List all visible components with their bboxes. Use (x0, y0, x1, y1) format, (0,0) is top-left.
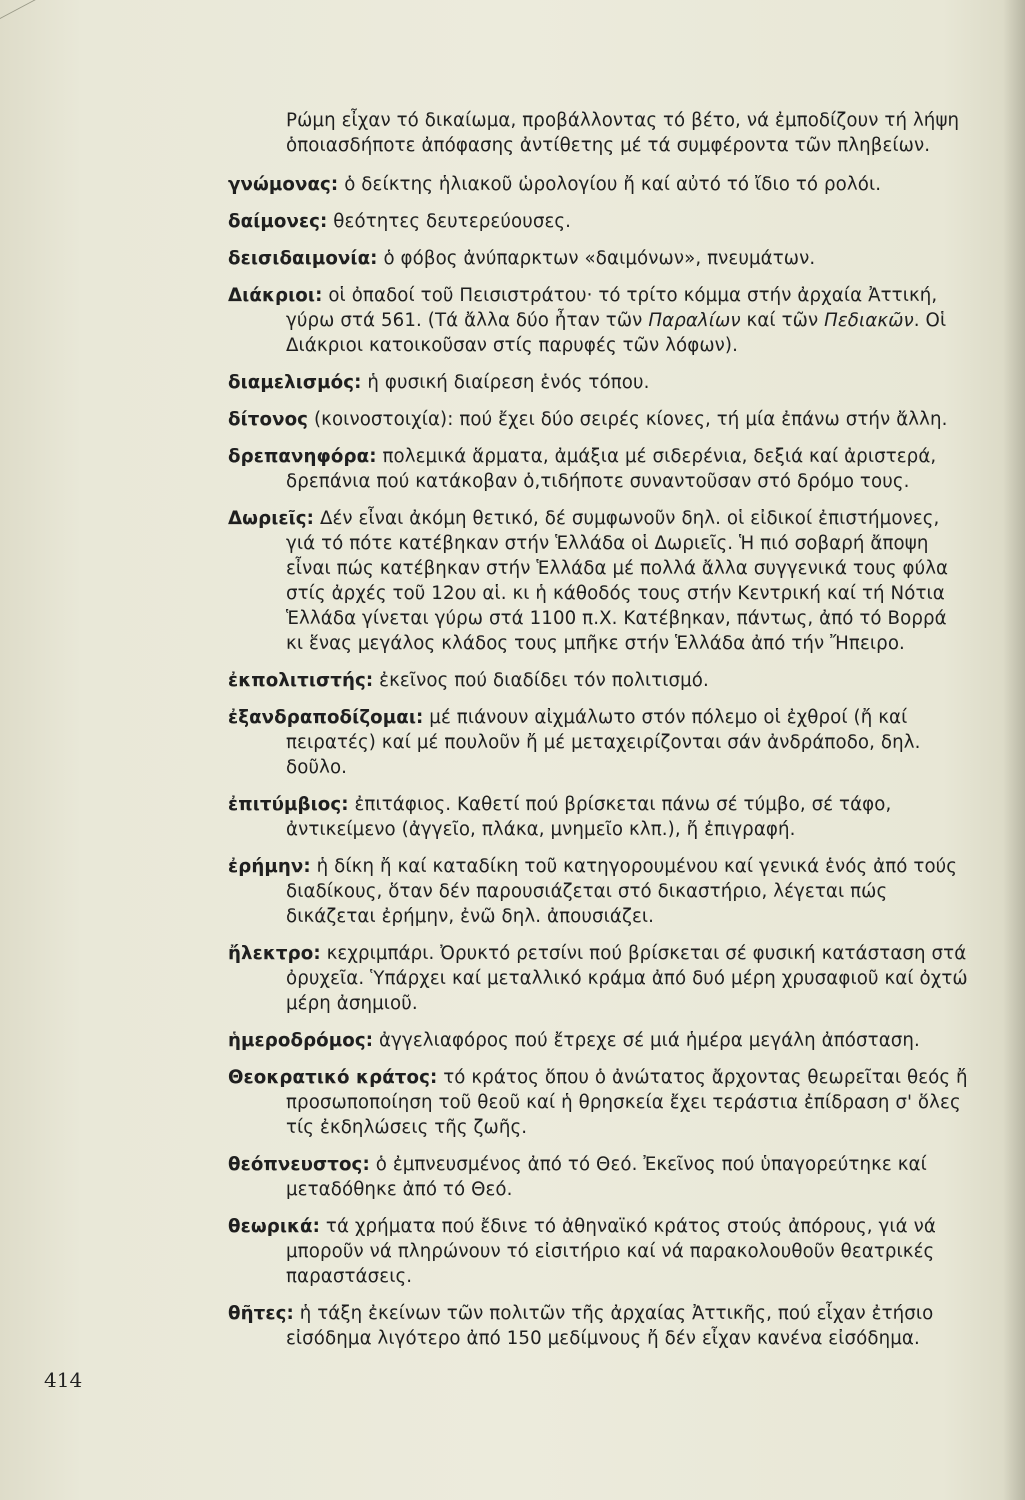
glossary-text (228, 108, 968, 1363)
entry-definition: μέ πιάνουν αἰχμάλωτο στόν πόλεμο οἱ ἐχθροί (ἤ καί πειρατές) καί μέ πουλοῦν ἤ μέ μεταχειρίζονται σάν ἀνδράποδο, δηλ. δοῦλο. (286, 707, 921, 778)
entry-definition: Δέν εἶναι ἀκόμη θετικό, δέ συμφωνοῦν δηλ. οἱ εἰδικοί ἐπιστήμονες, γιά τό πότε κατέβηκαν στήν Ἑλλάδα οἱ Δωριεῖς. Ἡ πιό σοβαρή ἄποψη εἶναι πώς κατέβηκαν στήν Ἑλλάδα μέ πολλά ἄλλα συγγενικά τους φύλα στίς ἀρχές τοῦ 12ου αἱ. κι ἡ κάθοδός τους στήν Κεντρική καί τή Νότια Ἑλλάδα γίνεται γύρω στά 1100 π.Χ. Κατέβηκαν, πάντως, ἀπό τό Βορρά κι ἕνας μεγάλος κλάδος τους μπῆκε στήν Ἑλλάδα ἀπό τήν Ἤπειρο. (286, 508, 949, 654)
glossary-entry (228, 1028, 968, 1053)
glossary-entry (228, 1214, 968, 1289)
glossary-entry (228, 246, 968, 271)
entry-definition: ὁ δείκτης ἡλιακοῦ ὡρολογίου ἤ καί αὐτό τό ἴδιο τό ρολόι. (338, 174, 882, 195)
glossary-entry (228, 705, 968, 780)
glossary-entry (228, 1301, 968, 1351)
corner-fold (0, 0, 40, 19)
entry-definition: τά χρήματα πού ἔδινε τό ἀθηναϊκό κράτος στούς ἀπόρους, γιά νά μποροῦν νά πληρώνουν τό εἰσιτήριο καί νά παρακολουθοῦν θεατρικές παραστάσεις. (286, 1216, 936, 1287)
entry-definition: ἡ δίκη ἤ καί καταδίκη τοῦ κατηγορουμένου καί γενικά ἑνός ἀπό τούς διαδίκους, ὅταν δέν παρουσιάζεται στό δικαστήριο, λέγεται πώς δικάζεται ἐρήμην, ἐνῶ δηλ. ἀπουσιάζει. (286, 856, 958, 927)
glossary-entry (228, 506, 968, 656)
entry-term: Διάκριοι: (228, 285, 323, 306)
entry-definition: θεότητες δευτερεύουσες. (327, 211, 572, 232)
glossary-entry (228, 854, 968, 929)
entry-term: δαίμονες: (228, 211, 328, 232)
entry-definition: . Οἱ Διάκριοι κατοικοῦσαν στίς παρυφές τῶν λόφων). (286, 310, 947, 356)
entry-term: ἤλεκτρο: (228, 943, 321, 964)
entry-term: ἐκπολιτιστής: (228, 670, 374, 691)
entry-definition: ἡ τάξη ἐκείνων τῶν πολιτῶν τῆς ἀρχαίας Ἀττικῆς, πού εἶχαν ἐτήσιο εἰσόδημα λιγότερο ἀπό 150 μεδίμνους ἤ δέν εἶχαν κανένα εἰσόδημα. (286, 1303, 934, 1349)
entry-definition: καί τῶν (740, 310, 825, 331)
page-number: 414 (44, 1368, 83, 1392)
glossary-entry (228, 209, 968, 234)
entry-italic: Παραλίων (648, 310, 741, 331)
glossary-entry (228, 370, 968, 395)
glossary-entry (228, 1065, 968, 1140)
entry-definition: ὁ ἐμπνευσμένος ἀπό τό Θεό. Ἐκεῖνος πού ὑπαγορεύτηκε καί μεταδόθηκε ἀπό τό Θεό. (286, 1154, 927, 1200)
entry-italic: Πεδιακῶν (824, 310, 914, 331)
glossary-entry (228, 444, 968, 494)
entry-term: ἐξανδραποδίζομαι: (228, 707, 424, 728)
glossary-entry (228, 941, 968, 1016)
entry-definition: ἐκεῖνος πού διαδίδει τόν πολιτισμό. (373, 670, 709, 691)
entry-term: θεόπνευστος: (228, 1154, 370, 1175)
entry-definition: ἀγγελιαφόρος πού ἔτρεχε σέ μιά ἡμέρα μεγάλη ἀπόσταση. (373, 1030, 920, 1051)
glossary-entry (228, 283, 968, 358)
entry-definition: ὁ φόβος ἀνύπαρκτων «δαιμόνων», πνευμάτων. (377, 248, 816, 269)
entry-term: ἐρήμην: (228, 856, 311, 877)
entry-term: ἐπιτύμβιος: (228, 794, 349, 815)
entry-definition: (κοινοστοιχία): πού ἔχει δύο σειρές κίονες, τή μία ἐπάνω στήν ἄλλη. (308, 409, 948, 430)
glossary-entry (228, 792, 968, 842)
entry-term: δίτονος (228, 409, 309, 430)
glossary-entry (228, 407, 968, 432)
continuation-paragraph: Ρώμη εἶχαν τό δικαίωμα, προβάλλοντας τό βέτο, νά ἐμποδίζουν τή λήψη ὁποιασδήποτε ἀπόφασης ἀντίθετης μέ τά συμφέροντα τῶν πληβείων. (286, 110, 960, 156)
entry-term: γνώμονας: (228, 174, 339, 195)
entry-term: θεωρικά: (228, 1216, 321, 1237)
entry-term: θῆτες: (228, 1303, 294, 1324)
glossary-entry (228, 1152, 968, 1202)
entry-definition: ἐπιτάφιος. Καθετί πού βρίσκεται πάνω σέ τύμβο, σέ τάφο, ἀντικείμενο (ἀγγεῖο, πλάκα, μνημεῖο κλπ.), ἤ ἐπιγραφή. (286, 794, 892, 840)
entry-term: δρεπανηφόρα: (228, 446, 377, 467)
entry-definition: κεχριμπάρι. Ὀρυκτό ρετσίνι πού βρίσκεται σέ φυσική κατάσταση στά ὀρυχεῖα. Ὑπάρχει καί μεταλλικό κράμα ἀπό δυό μέρη χρυσαφιοῦ καί ὀχτώ μέρη ἀσημιοῦ. (286, 943, 968, 1014)
entry-term: Δωριεῖς: (228, 508, 315, 529)
entry-definition: οἱ ὀπαδοί τοῦ Πεισιστράτου· τό τρίτο κόμμα στήν ἀρχαία Ἀττική, γύρω στά 561. (Τά ἄλλα δύο ἦταν τῶν (286, 285, 938, 331)
entry-term: διαμελισμός: (228, 372, 362, 393)
entry-term: ἡμεροδρόμος: (228, 1030, 374, 1051)
glossary-entry (228, 668, 968, 693)
entry-definition: ἡ φυσική διαίρεση ἑνός τόπου. (361, 372, 650, 393)
glossary-entry (228, 172, 968, 197)
entry-definition: πολεμικά ἅρματα, ἀμάξια μέ σιδερένια, δεξιά καί ἀριστερά, δρεπάνια πού κατάκοβαν ὁ,τιδήποτε συναντοῦσαν στό δρόμο τους. (286, 446, 937, 492)
page-edge-shadow (1003, 0, 1025, 1500)
entry-term: Θεοκρατικό κράτος: (228, 1067, 438, 1088)
entry-definition: τό κράτος ὅπου ὁ ἀνώτατος ἄρχοντας θεωρεῖται θεός ἤ προσωποποίηση τοῦ θεοῦ καί ἡ θρησκεία ἔχει τεράστια ἐπίδραση σ' ὅλες τίς ἐκδηλώσεις τῆς ζωῆς. (286, 1067, 968, 1138)
entry-term: δεισιδαιμονία: (228, 248, 378, 269)
